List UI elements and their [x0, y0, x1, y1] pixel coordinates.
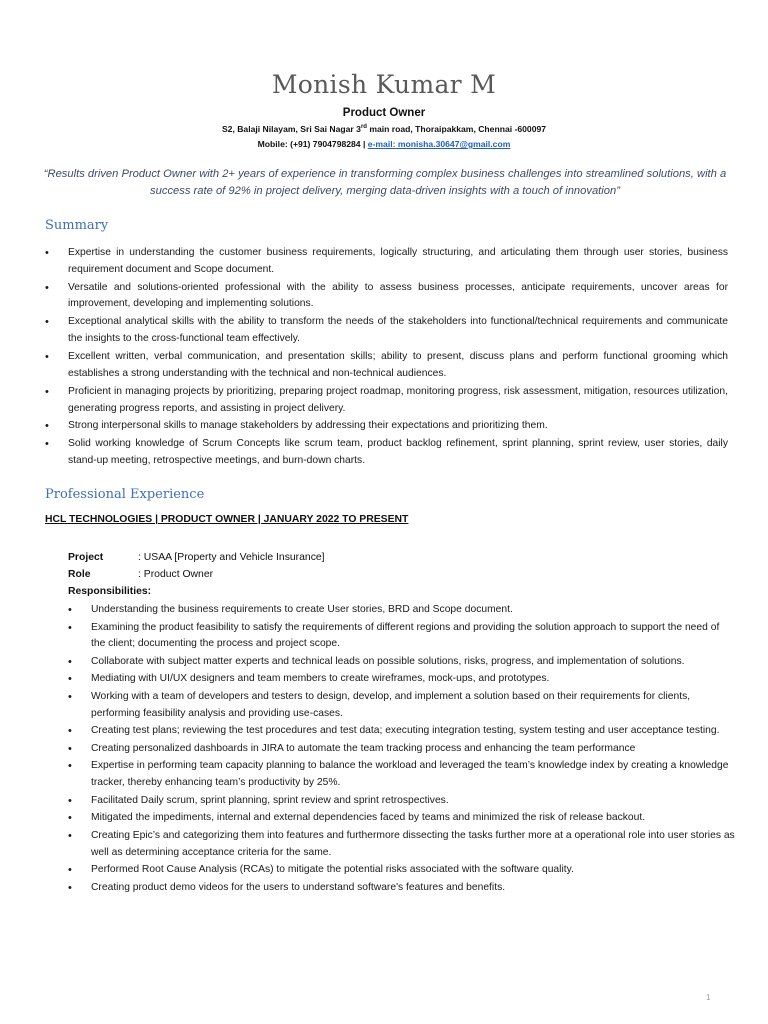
candidate-name: Monish Kumar M	[271, 70, 497, 99]
page-number: 1	[706, 993, 711, 1002]
address-start: S2, Balaji Nilayam, Sri Sai Nagar 3	[221, 124, 361, 134]
summary-item: • Versatile and solutions-oriented professional with the ability to assess business processes, anticipate requirements, uncover areas for improvement, developing and implementing solutions.	[45, 280, 728, 314]
responsibility-item: • Mediating with UI/UX designers and team members to create wireframes, mock-ups, and prototypes.	[68, 671, 736, 688]
role-label: Role	[68, 569, 91, 580]
experience-heading: Professional Experience	[45, 487, 205, 502]
candidate-title: Product Owner	[342, 107, 426, 119]
profile-tagline: “Results driven Product Owner with 2+ years of experience in transforming complex business challenges into streamlined solutions, with a success rate of 92% in project delivery, merging data-driven insights with a touch of innovation”	[43, 168, 727, 197]
responsibility-item: • Examining the product feasibility to satisfy the requirements of different regions and providing the solution approach to support the need of the client; documenting the process and project scope.	[68, 620, 736, 654]
summary-item: • Strong interpersonal skills to manage stakeholders by addressing their expectations and prioritizing them.	[45, 418, 728, 435]
responsibility-item: • Working with a team of developers and testers to design, develop, and implement a solution based on their requirements for clients, performing feasibility analysis and providing use-cases.	[68, 689, 736, 723]
company-line: HCL TECHNOLOGIES | PRODUCT OWNER | JANUARY 2022 TO PRESENT	[45, 514, 409, 525]
responsibility-item: • Creating personalized dashboards in JIRA to automate the team tracking process and enhancing the team performance	[68, 741, 736, 758]
email-link[interactable]: e-mail: monisha.30647@gmail.com	[367, 139, 511, 149]
address-ordinal: rd	[360, 124, 367, 131]
responsibility-item: • Expertise in performing team capacity planning to balance the workload and leveraged the team’s knowledge index by creating a knowledge tracker, thereby enhancing team’s productivity by 25%.	[68, 758, 736, 792]
responsibility-item: • Performed Root Cause Analysis (RCAs) to mitigate the potential risks associated with the software quality.	[68, 862, 736, 879]
responsibility-item: • Mitigated the impediments, internal and external dependencies faced by teams and minimized the risk of release backout.	[68, 810, 736, 827]
contact-line	[0, 139, 768, 149]
summary-item: • Exceptional analytical skills with the ability to transform the needs of the stakeholders into functional/technical requirements and communicate the insights to the cross-functional team effectively.	[45, 314, 728, 348]
project-value: : USAA [Property and Vehicle Insurance]	[138, 552, 325, 563]
summary-heading: Summary	[45, 218, 109, 233]
summary-list	[45, 245, 728, 471]
project-row	[68, 552, 325, 563]
summary-item: • Excellent written, verbal communication, and presentation skills; ability to present, discuss plans and perform functional grooming which establishes a strong understanding with the technical and non-technical audiences.	[45, 349, 728, 383]
address-end: main road, Thoraipakkam, Chennai -600097	[366, 124, 547, 134]
mobile-text: Mobile: (+91) 7904798284 |	[257, 139, 368, 149]
address-line	[0, 124, 768, 134]
summary-item: • Solid working knowledge of Scrum Concepts like scrum team, product backlog refinement, sprint planning, sprint review, user stories, daily stand-up meeting, retrospective meetings, and burn-down charts.	[45, 436, 728, 470]
responsibility-item: • Creating test plans; reviewing the test procedures and test data; executing integration testing, system testing and user acceptance testing.	[68, 723, 736, 740]
summary-item: • Expertise in understanding the customer business requirements, logically structuring, and articulating them through user stories, business requirement document and Scope document.	[45, 245, 728, 279]
project-label: Project	[68, 552, 104, 563]
role-row	[68, 569, 213, 580]
summary-item: • Proficient in managing projects by prioritizing, preparing project roadmap, monitoring progress, risk assessment, mitigation, resources utilization, generating progress reports, and assisting in project delivery.	[45, 384, 728, 418]
responsibility-item: • Collaborate with subject matter experts and technical leads on possible solutions, risks, progress, and implementation of solutions.	[68, 654, 736, 671]
responsibilities-label: Responsibilities:	[68, 586, 152, 597]
responsibilities-list	[68, 602, 736, 897]
responsibility-item: • Creating product demo videos for the users to understand software's features and benefits.	[68, 880, 736, 897]
responsibility-item: • Creating Epic’s and categorizing them into features and furthermore dissecting the tasks further more at a operational role into user stories as well as determining acceptance criteria for the same.	[68, 828, 736, 862]
responsibility-item: • Understanding the business requirements to create User stories, BRD and Scope document.	[68, 602, 736, 619]
role-value: : Product Owner	[138, 569, 214, 580]
responsibility-item: • Facilitated Daily scrum, sprint planning, sprint review and sprint retrospectives.	[68, 793, 736, 810]
